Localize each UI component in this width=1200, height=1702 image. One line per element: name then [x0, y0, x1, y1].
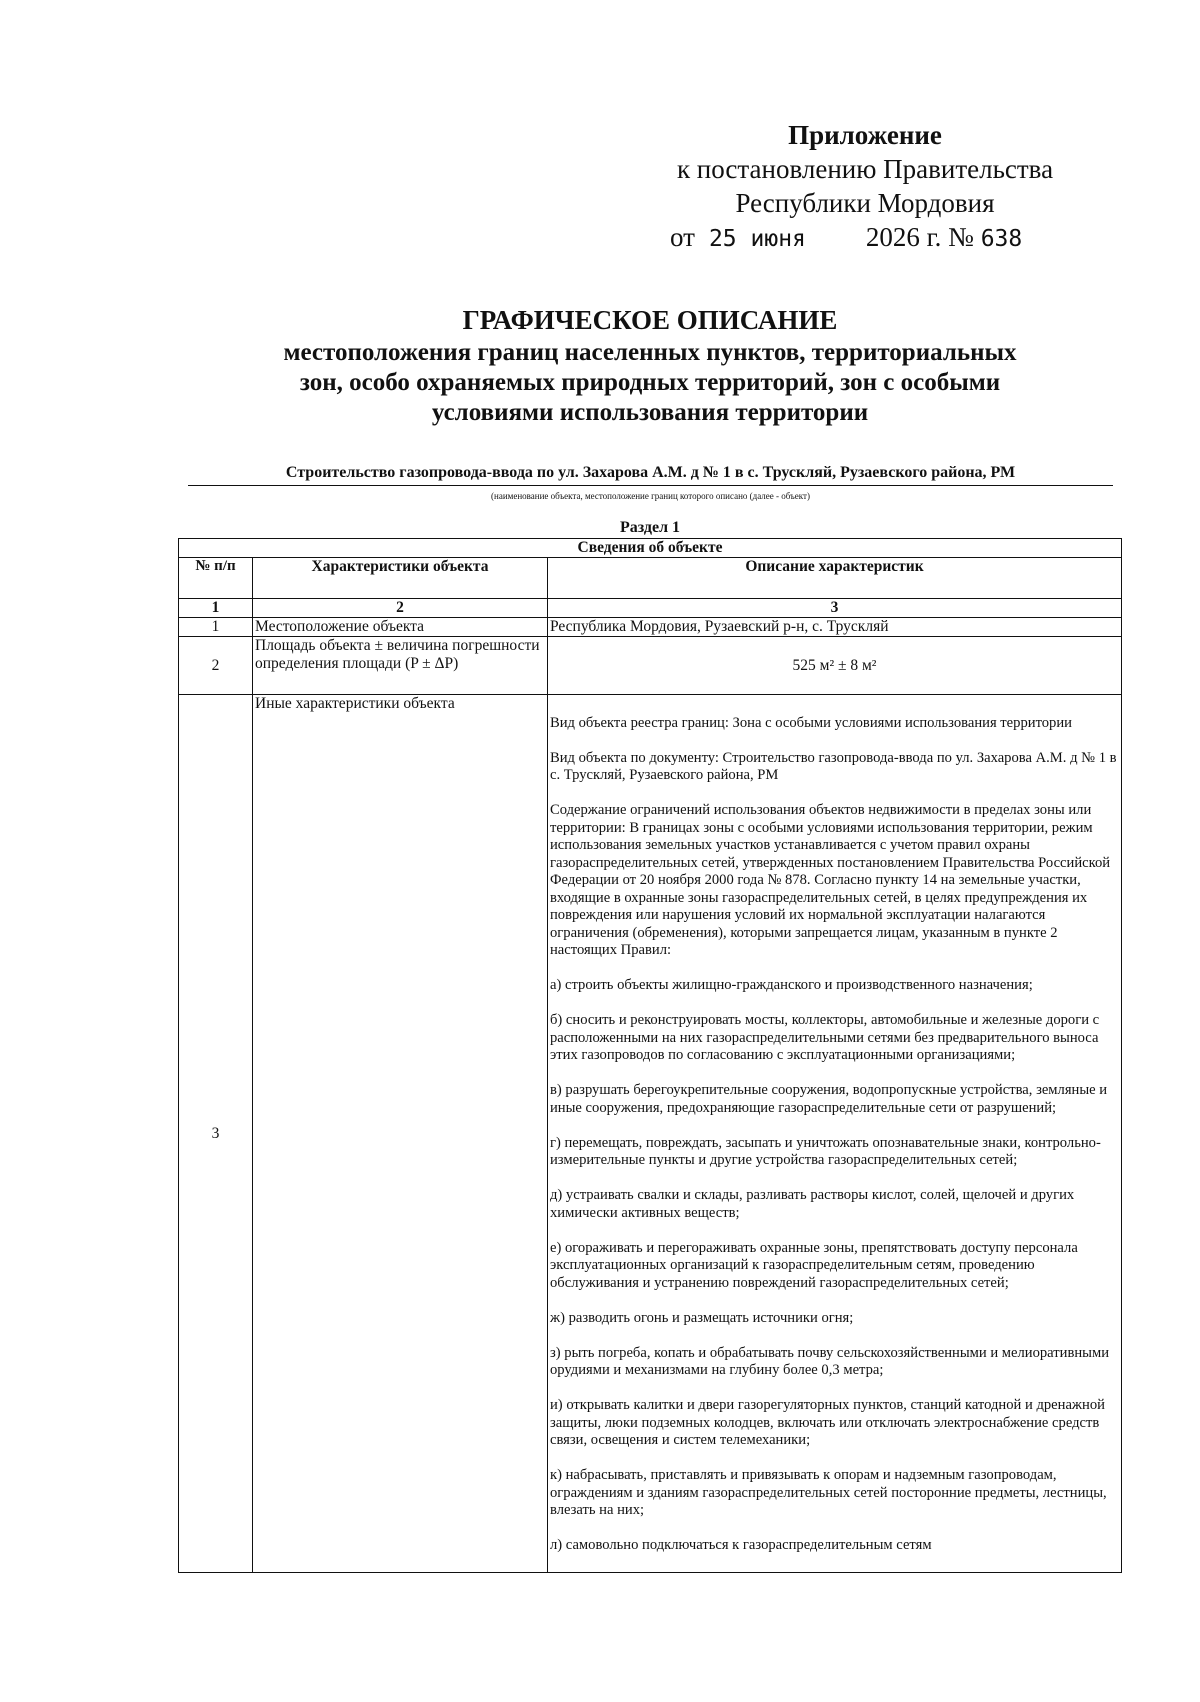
row-number: 3 [179, 695, 253, 1573]
title-main: ГРАФИЧЕСКОЕ ОПИСАНИЕ [462, 305, 838, 335]
description-line: д) устраивать свалки и склады, разливать растворы кислот, солей, щелочей и других химически активных веществ; [550, 1187, 1075, 1221]
annex-line-2: Республики Мордовия [735, 188, 995, 218]
column-number-3: 3 [548, 599, 1122, 618]
date-year: 2026 г. № [865, 222, 974, 252]
description-line: а) строить объекты жилищно-гражданского и производственного назначения; [550, 977, 1033, 993]
annex-date [630, 220, 1100, 256]
date-day-month: 25 июня [708, 226, 806, 252]
row-characteristic: Местоположение объекта [253, 618, 548, 637]
table-row [179, 637, 1122, 695]
description-line: Вид объекта по документу: Строительство газопровода-ввода по ул. Захарова А.М. д № 1 в с. Трускляй, Рузаевского района, РМ [550, 749, 1117, 783]
section-label: Раздел 1 [619, 519, 681, 536]
document-title [180, 302, 1120, 428]
table-title: Сведения об объекте [179, 539, 1122, 558]
header-characteristics: Характеристики объекта [253, 558, 548, 599]
table-row [179, 695, 1122, 1573]
description-line: в) разрушать берегоукрепительные сооружения, водопропускные устройства, земляные и иные сооружения, предохраняющие газораспределительные сети от разрушений; [550, 1082, 1108, 1116]
description-line: з) рыть погреба, копать и обрабатывать почву сельскохозяйственными и мелиоративными орудиями и механизмами на глубину более 0,3 метра; [550, 1344, 1110, 1378]
object-info-table [178, 538, 1122, 1573]
description-line: к) набрасывать, приставлять и привязывать к опорам и надземным газопроводам, ограждениям и зданиям газораспределительных сетей посторонние предметы, лестницы, влезать на них; [550, 1467, 1107, 1518]
description-line: Содержание ограничений использования объектов недвижимости в пределах зоны или территории: В границах зоны с особыми условиями использования территории, режим использования земельных участков устанавливается с учетом правил охраны газораспределительных сетей, утвержденных постановлением Правительства Российской Федерации от 20 ноября 2000 года № 878. Согласно пункту 14 на земельные участки, входящие в охранные зоны газораспределительных сетей, в целях предупреждения их повреждения или нарушения условий их нормальной эксплуатации налагаются ограничения (обременения), которыми запрещается лицам, указанным в пункте 2 настоящих Правил: [550, 802, 1111, 958]
date-prefix: от [670, 222, 695, 252]
title-sub-line-2: зон, особо охраняемых природных территорий, зон с особыми [299, 369, 1001, 396]
row-number: 2 [179, 637, 253, 695]
table-column-numbers-row [179, 599, 1122, 618]
description-line: ж) разводить огонь и размещать источники огня; [550, 1309, 854, 1326]
table-header-row [179, 558, 1122, 599]
title-sub-line-1: местоположения границ населенных пунктов, территориальных [283, 339, 1017, 366]
row-description [548, 695, 1122, 1573]
annex-block [630, 118, 1100, 256]
row-description: Республика Мордовия, Рузаевский р-н, с. Трускляй [548, 618, 1122, 637]
row-description: 525 м² ± 8 м² [548, 637, 1122, 695]
header-description: Описание характеристик [548, 558, 1122, 599]
document-number: 638 [980, 226, 1023, 252]
description-line: и) открывать калитки и двери газорегуляторных пунктов, станций катодной и дренажной защиты, люки подземных колодцев, включать или отключать электроснабжение средств связи, освещения и систем телемеханики; [550, 1397, 1105, 1448]
header-num: № п/п [179, 558, 253, 599]
row-characteristic: Площадь объекта ± величина погрешности определения площади (P ± ΔP) [253, 637, 548, 695]
column-number-2: 2 [253, 599, 548, 618]
object-name: Строительство газопровода-ввода по ул. Захарова А.М. д № 1 в с. Трускляй, Рузаевского района, РМ [188, 462, 1113, 486]
table-title-row [179, 539, 1122, 558]
column-number-1: 1 [179, 599, 253, 618]
object-caption: (наименование объекта, местоположение границ которого описано (далее - объект) [491, 491, 810, 501]
description-line: Вид объекта реестра границ: Зона с особыми условиями использования территории [550, 714, 1072, 731]
row-number: 1 [179, 618, 253, 637]
description-line: г) перемещать, повреждать, засыпать и уничтожать опознавательные знаки, контрольно-измерительные пункты и другие устройства газораспределительных сетей; [550, 1134, 1101, 1168]
description-line: е) огораживать и перегораживать охранные зоны, препятствовать доступу персонала эксплуатационных организаций к газораспределительным сетям, проведению обслуживания и устранению повреждений газораспределительных сетей; [550, 1239, 1078, 1291]
description-line: б) сносить и реконструировать мосты, коллекторы, автомобильные и железные дороги с расположенными на них газораспределительными сетями без предварительного выноса этих газопроводов по согласованию с эксплуатационными организациями; [550, 1012, 1100, 1063]
description-line: л) самовольно подключаться к газораспределительным сетям [550, 1537, 932, 1553]
table-row [179, 618, 1122, 637]
row-characteristic: Иные характеристики объекта [253, 695, 548, 1573]
annex-title: Приложение [788, 120, 942, 150]
annex-line-1: к постановлению Правительства [676, 154, 1054, 184]
title-sub-line-3: условиями использования территории [431, 399, 869, 426]
